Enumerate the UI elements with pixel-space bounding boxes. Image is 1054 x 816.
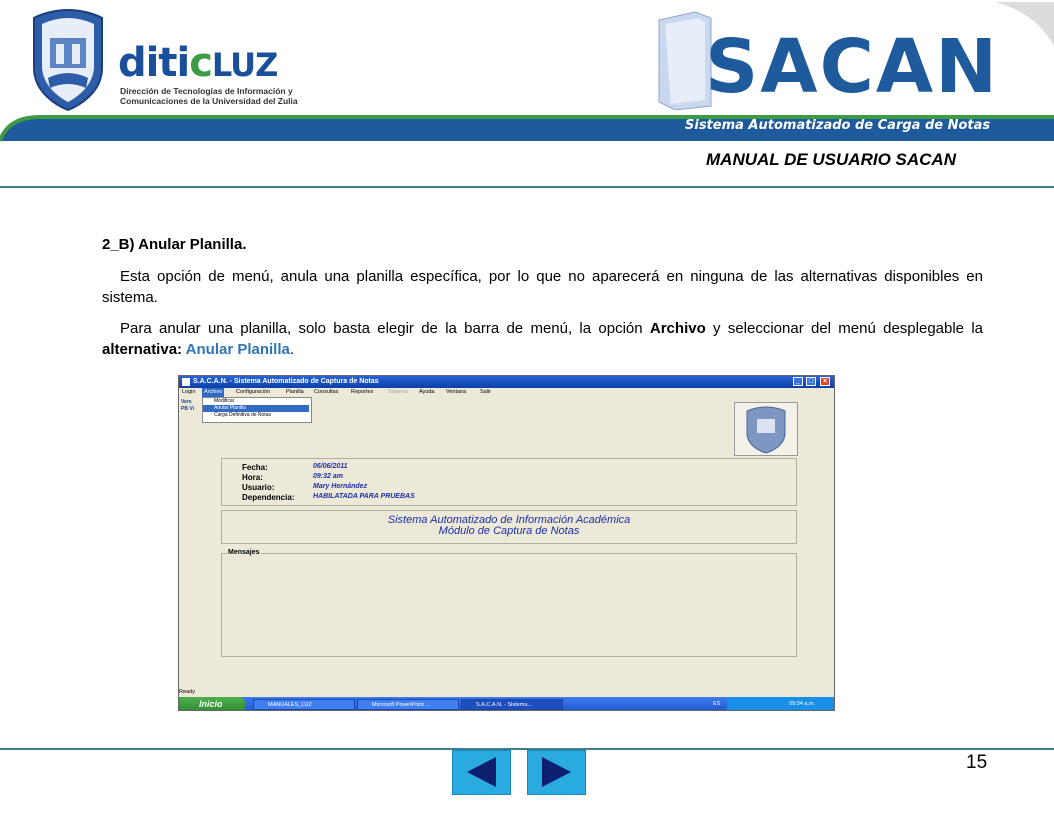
usuario-label: Usuario:	[242, 483, 275, 492]
app-icon	[182, 378, 190, 386]
archivo-term: Archivo	[649, 320, 706, 337]
close-icon[interactable]: ×	[820, 377, 830, 386]
usuario-value: Mary Hernández	[313, 483, 368, 490]
menu-ventana[interactable]: Ventana	[446, 389, 467, 395]
menu-bar	[179, 388, 835, 397]
menu-archivo[interactable]: Archivo	[204, 389, 223, 395]
sacan-wordmark: SACAN	[705, 24, 1000, 110]
menu-consultas[interactable]: Consultas	[314, 389, 339, 395]
session-info-panel	[221, 458, 797, 506]
system-name-line1: Sistema Automatizado de Información Académica	[387, 514, 631, 526]
system-name-panel	[221, 510, 797, 544]
sacan-banner-text: Sistema Automatizado de Carga de Notas	[685, 118, 991, 133]
dropdown-item-carga-definitiva[interactable]: Carga Definitiva de Notas	[214, 412, 271, 418]
messages-label: Mensajes	[228, 549, 260, 556]
start-button[interactable]: Inicio	[179, 697, 245, 711]
previous-page-button[interactable]	[452, 750, 511, 795]
menu-sistema[interactable]: Sistema	[388, 389, 408, 395]
menu-salir[interactable]: Salir	[480, 389, 492, 395]
section-title: 2_B) Anular Planilla.	[102, 236, 247, 253]
window-titlebar	[179, 376, 835, 388]
header-rule	[0, 186, 1054, 188]
page-curl-icon	[995, 2, 1054, 46]
hora-value: 09:32 am	[313, 473, 343, 480]
dropdown-item-modificar[interactable]: Modificar	[214, 398, 235, 404]
system-name-line2: Módulo de Captura de Notas	[438, 525, 580, 537]
maximize-icon[interactable]: □	[806, 377, 816, 386]
university-seal-logo	[28, 8, 108, 112]
triangle-left-icon	[453, 751, 510, 794]
dependencia-label: Dependencia:	[242, 493, 295, 502]
paragraph-instructions: Para anular una planilla, solo basta elegir de la barra de menú, la opción Archivo y seleccionar del menú desplegable la alternativa: Anular Planilla.	[102, 320, 983, 358]
menu-planilla[interactable]: Planilla	[286, 389, 304, 395]
task-powerpoint[interactable]: Microsoft PowerPoint ...	[357, 699, 459, 710]
manual-title: MANUAL DE USUARIO SACAN	[706, 150, 956, 169]
paragraph-description: Esta opción de menú, anula una planilla específica, por lo que no aparecerá en ninguna de las alternativas disponibles en sistema.	[102, 268, 983, 306]
ditic-subtitle: Dirección de Tecnologías de Información y Comunicaciones de la Universidad del Zulia	[120, 86, 298, 106]
hora-label: Hora:	[242, 473, 263, 482]
dependencia-value: HABILATADA PARA PRUEBAS	[313, 493, 415, 500]
anular-planilla-term: Anular Planilla	[185, 341, 290, 358]
taskbar	[179, 697, 835, 711]
menu-configuracion[interactable]: Configuración	[236, 389, 270, 395]
university-seal-small	[734, 402, 798, 456]
system-tray	[713, 697, 835, 711]
sacan-logo	[655, 2, 1054, 122]
status-bar: Ready	[179, 689, 195, 695]
menu-login[interactable]: Login	[182, 389, 196, 395]
ditic-wordmark: diticLUZ	[118, 40, 278, 86]
left-info: Vers PB Vi	[181, 399, 194, 412]
archivo-dropdown	[202, 397, 312, 423]
menu-ayuda[interactable]: Ayuda	[419, 389, 435, 395]
clock: 09:34 a.m.	[789, 701, 815, 707]
page-number: 15	[966, 752, 988, 773]
window-title: S.A.C.A.N. - Sistema Automatizado de Captura de Notas	[193, 378, 379, 385]
task-sacan[interactable]: S.A.C.A.N. - Sistema...	[461, 699, 563, 710]
fecha-label: Fecha:	[242, 463, 268, 472]
messages-panel	[221, 549, 797, 657]
menu-reportes[interactable]: Reportes	[351, 389, 374, 395]
sacan-app-screenshot	[178, 375, 835, 711]
next-page-button[interactable]	[527, 750, 586, 795]
triangle-right-icon	[528, 751, 585, 794]
fecha-value: 06/06/2011	[313, 463, 348, 470]
ditic-luz-logo	[118, 40, 318, 112]
task-manuales[interactable]: MANUALES_LUZ	[253, 699, 355, 710]
language-indicator[interactable]: ES	[713, 701, 721, 707]
minimize-icon[interactable]: _	[793, 377, 803, 386]
dropdown-item-anular-planilla[interactable]: Anular Planilla	[203, 405, 309, 412]
